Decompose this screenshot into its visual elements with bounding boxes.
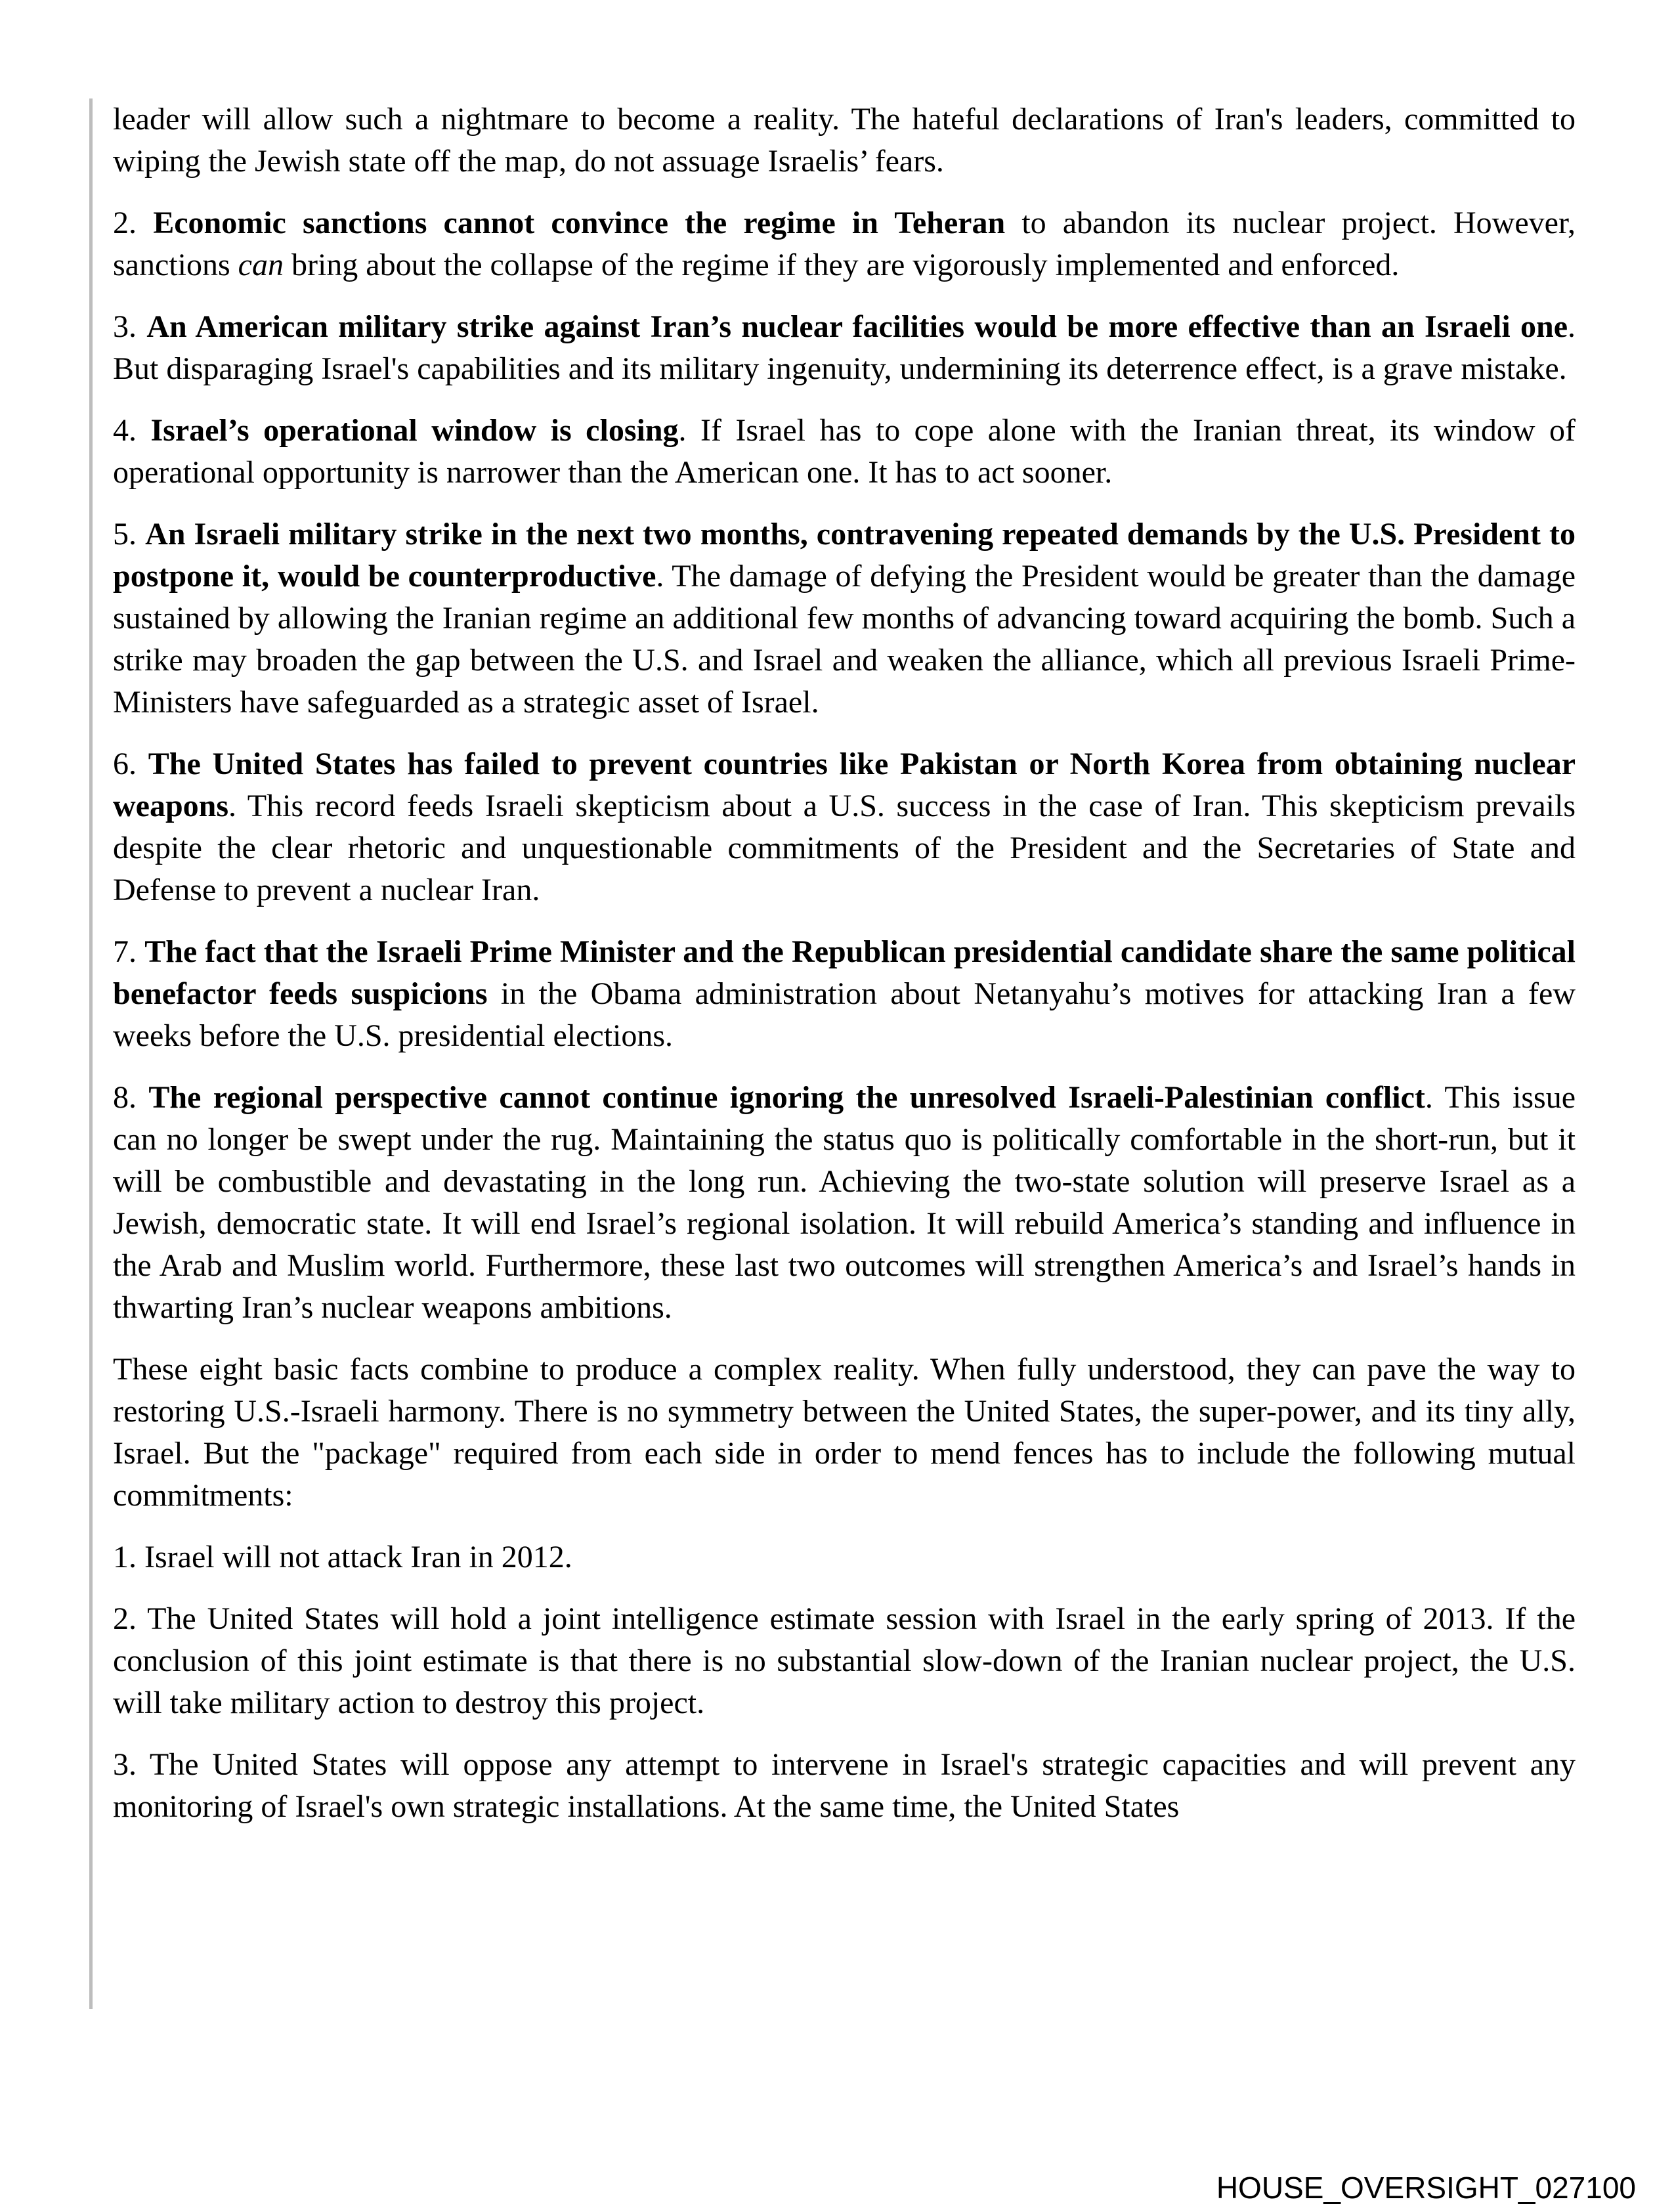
paragraph — [113, 1744, 1576, 1828]
body-text: 6. — [113, 747, 148, 781]
body-text: leader will allow such a nightmare to become a reality. The hateful declarations of Iran's leaders, committed to wiping the Jewish state off the map, do not assuage Israelis’ fears. — [113, 102, 1576, 179]
paragraph — [113, 202, 1576, 286]
bates-stamp: HOUSE_OVERSIGHT_027100 — [1216, 2171, 1636, 2205]
body-text: . This record feeds Israeli skepticism about a U.S. success in the case of Iran. This skepticism prevails despite the clear rhetoric and unquestionable commitments of the President and the Secretaries of State and Defense to prevent a nuclear Iran. — [113, 789, 1576, 907]
paragraph — [113, 1349, 1576, 1517]
body-text: 3. — [113, 309, 147, 344]
body-text: These eight basic facts combine to produce a complex reality. When fully understood, they can pave the way to restoring U.S.-Israeli harmony. There is no symmetry between the United States, the super-power, and its tiny ally, Israel. But the "package" required from each side in order to mend fences has to include the following mutual commitments: — [113, 1352, 1576, 1513]
body-text: . The damage of defying the President would be greater than the damage sustained by allowing the Iranian regime an additional few months of advancing toward acquiring the bomb. Such a strike may broaden the gap between the U.S. and Israel and weaken the alliance, which all previous Israeli Prime-Ministers have safeguarded as a strategic asset of Israel. — [113, 559, 1576, 720]
document-body — [113, 98, 1576, 1828]
body-text: 7. — [113, 934, 145, 969]
italic-text: can — [238, 248, 284, 282]
body-text: bring about the collapse of the regime if they are vigorously implemented and enforced. — [283, 248, 1400, 282]
left-margin-rule — [89, 98, 93, 2009]
paragraph — [113, 98, 1576, 183]
body-text: 4. — [113, 413, 151, 448]
paragraph — [113, 1598, 1576, 1724]
body-text: . If Israel has to cope alone with the Iranian threat, its window of operational opportunity is narrower than the American one. It has to act sooner. — [113, 413, 1576, 490]
paragraph — [113, 931, 1576, 1057]
body-text: 5. — [113, 517, 146, 552]
paragraph — [113, 513, 1576, 724]
bold-text: The fact that the Israeli Prime Minister and the Republican presidential candidate share the same political benefactor feeds suspicions — [113, 934, 1576, 1011]
paragraph — [113, 1536, 1576, 1578]
body-text: . This issue can no longer be swept under the rug. Maintaining the status quo is politically comfortable in the short-run, but it will be combustible and devastating in the long run. Achieving the two-state solution will preserve Israel as a Jewish, democratic state. It will end Israel’s regional isolation. It will rebuild America’s standing and influence in the Arab and Muslim world. Furthermore, these last two outcomes will strengthen America’s and Israel’s hands in thwarting Iran’s nuclear weapons ambitions. — [113, 1080, 1576, 1325]
bold-text: Israel’s operational window is closing — [150, 413, 679, 448]
bold-text: An Israeli military strike in the next two months, contravening repeated demands by the U.S. President to postpone it, would be counterproductive — [113, 517, 1576, 594]
body-text: 2. The United States will hold a joint intelligence estimate session with Israel in the early spring of 2013. If the conclusion of this joint estimate is that there is no substantial slow-down of the Iranian nuclear project, the U.S. will take military action to destroy this project. — [113, 1601, 1576, 1720]
bold-text: Economic sanctions cannot convince the regime in Teheran — [153, 206, 1006, 240]
body-text: 8. — [113, 1080, 149, 1115]
paragraph — [113, 1077, 1576, 1329]
bold-text: The United States has failed to prevent countries like Pakistan or North Korea from obtaining nuclear weapons — [113, 747, 1576, 823]
body-text: in the Obama administration about Netanyahu’s motives for attacking Iran a few weeks before the U.S. presidential elections. — [113, 976, 1576, 1053]
body-text: 2. — [113, 206, 154, 240]
paragraph — [113, 410, 1576, 494]
body-text: . But disparaging Israel's capabilities and its military ingenuity, undermining its deterrence effect, is a grave mistake. — [113, 309, 1576, 386]
paragraph — [113, 743, 1576, 911]
bold-text: The regional perspective cannot continue ignoring the unresolved Israeli-Palestinian conflict — [148, 1080, 1425, 1115]
paragraph — [113, 306, 1576, 390]
body-text: 3. The United States will oppose any attempt to intervene in Israel's strategic capacities and will prevent any monitoring of Israel's own strategic installations. At the same time, the United States — [113, 1747, 1576, 1824]
bold-text: An American military strike against Iran’s nuclear facilities would be more effective than an Israeli one — [146, 309, 1568, 344]
body-text: to abandon its nuclear project. However, sanctions — [113, 206, 1576, 282]
body-text: 1. Israel will not attack Iran in 2012. — [113, 1540, 572, 1574]
